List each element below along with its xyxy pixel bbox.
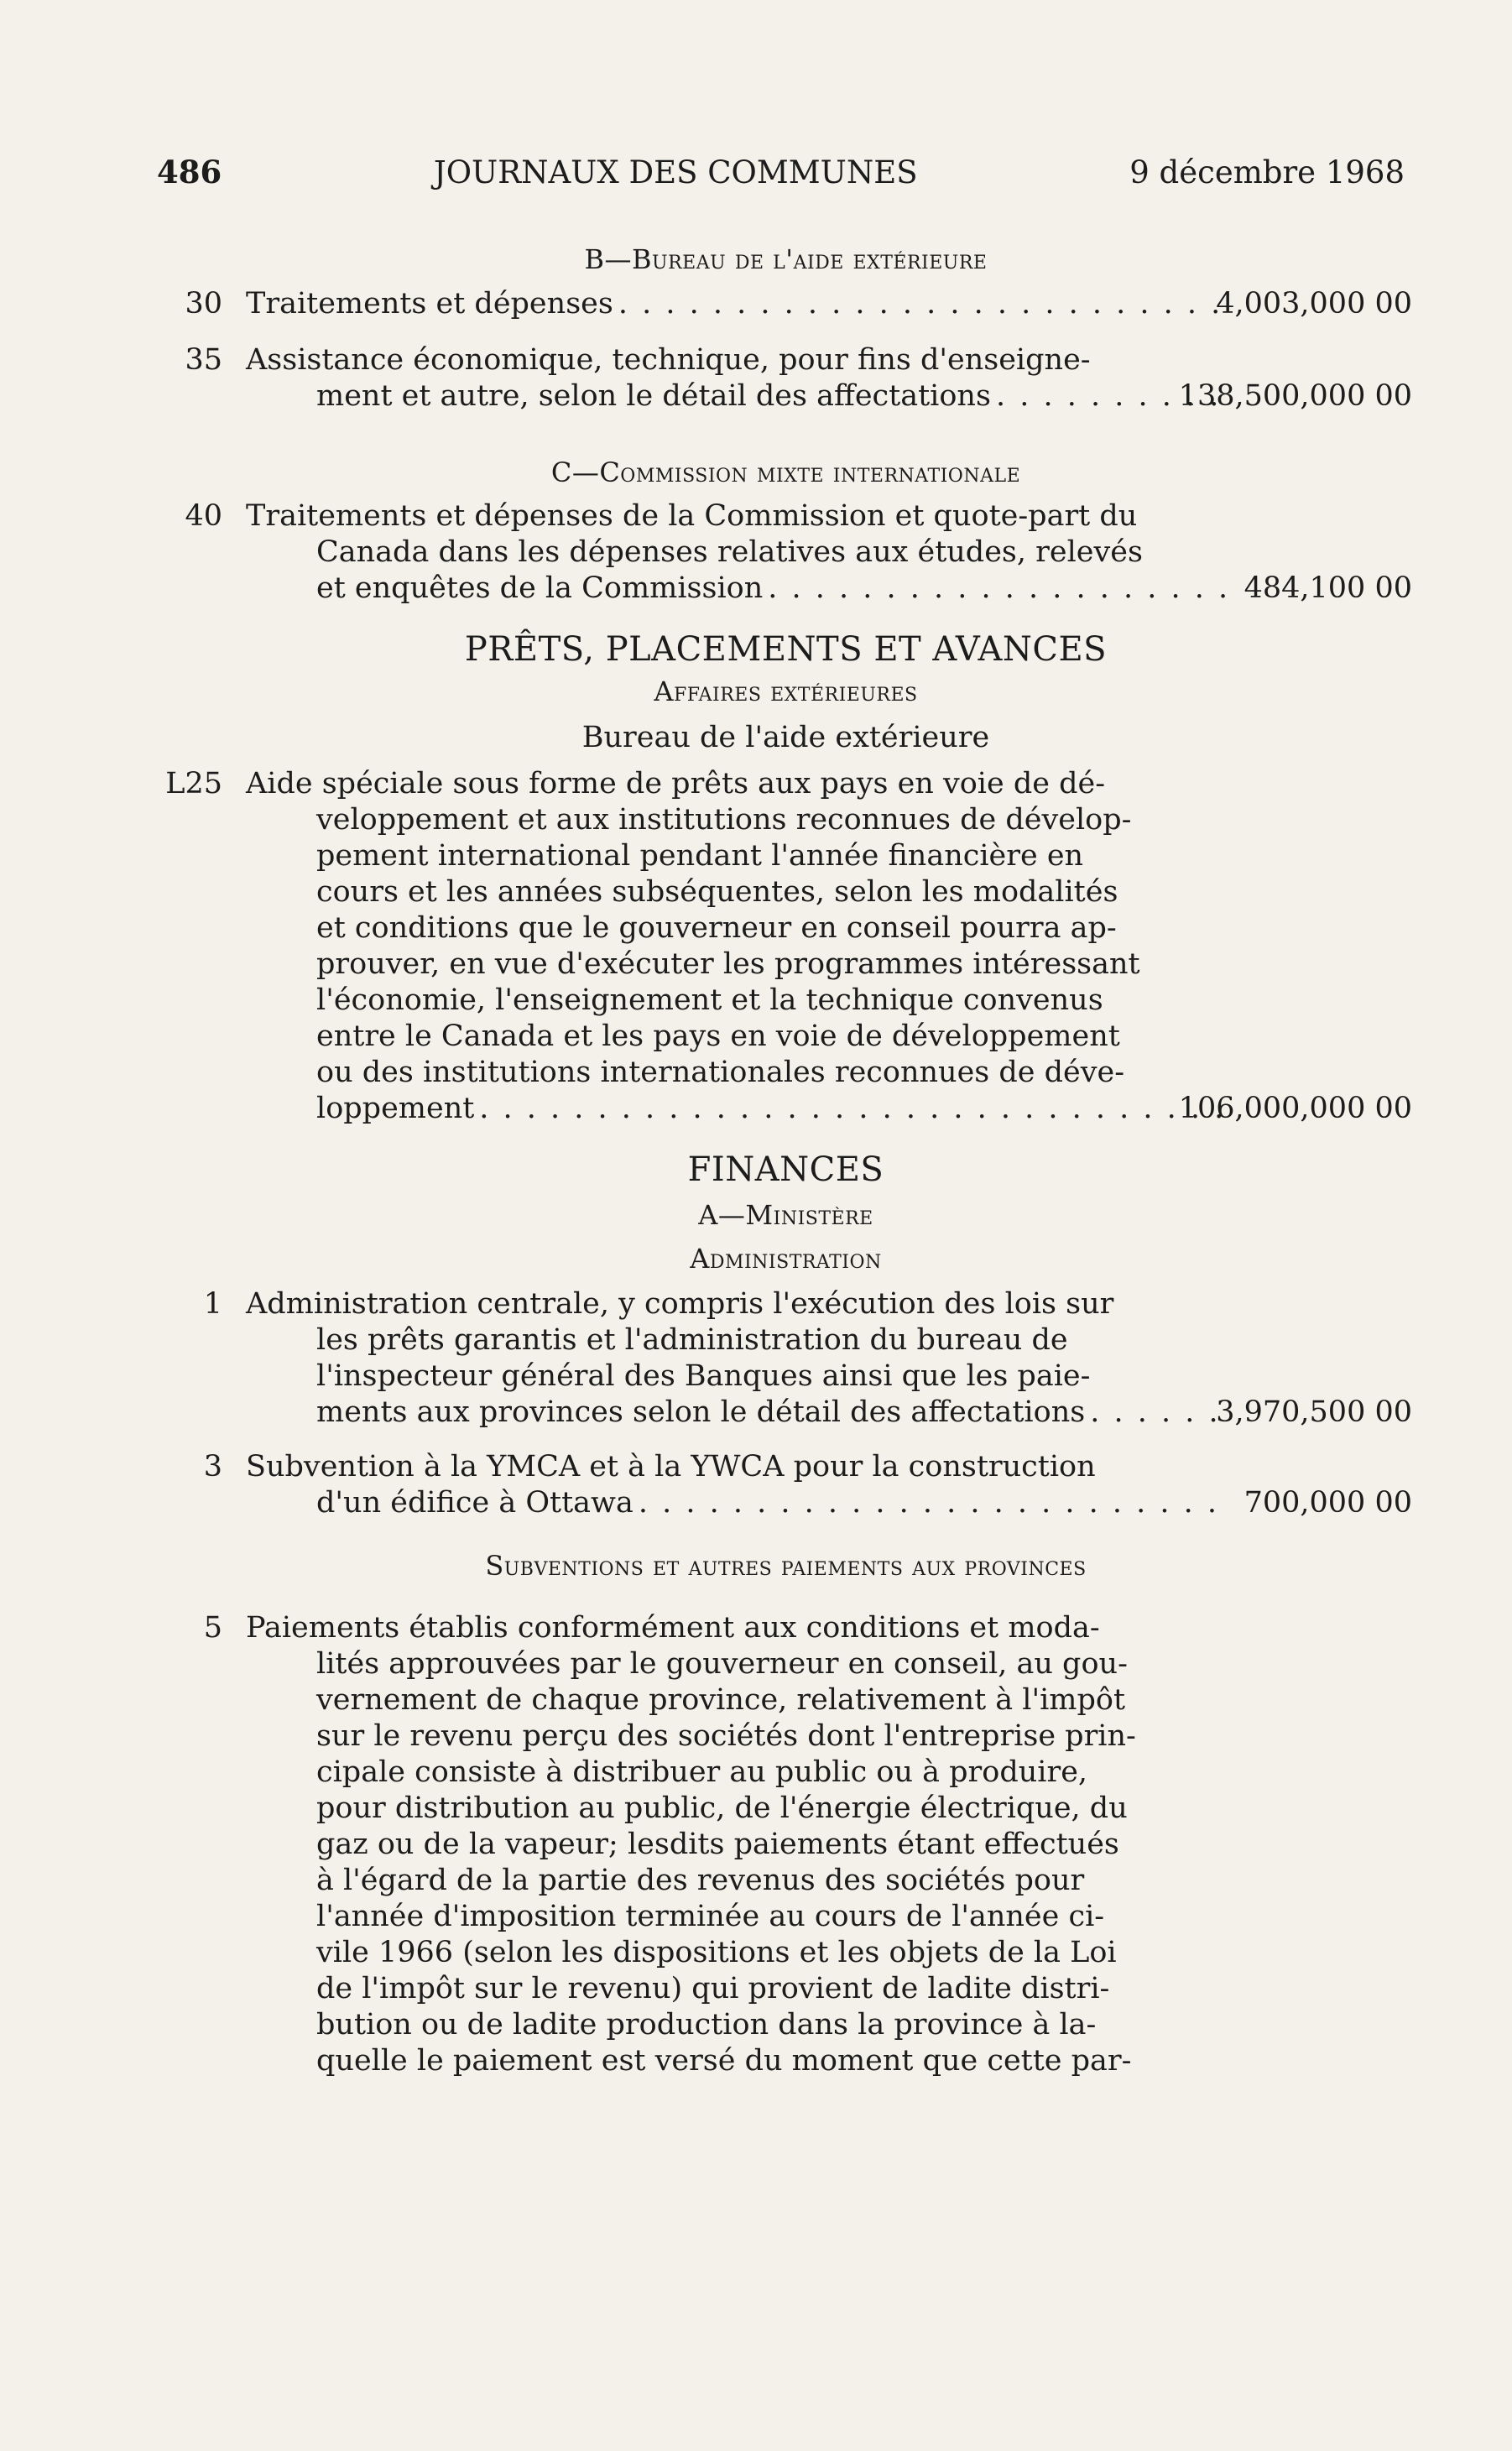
vote-text: l'économie, l'enseignement et la technique convenus	[316, 983, 1103, 1017]
vote-text: cipale consiste à distribuer au public ou à produire,	[316, 1755, 1088, 1789]
vote-text: Assistance économique, technique, pour fins d'enseigne-	[246, 343, 1091, 377]
subsection-heading-bureau-aide: Bureau de l'aide extérieure	[581, 721, 990, 754]
vote-text: à l'égard de la partie des revenus des sociétés pour	[316, 1864, 1085, 1897]
vote-text: Traitements et dépenses de la Commission et quote-part du	[246, 499, 1138, 533]
section-heading-commission-mixte: C—Commission mixte internationale	[550, 456, 1021, 488]
section-heading-ministere: A—Ministère	[698, 1199, 873, 1231]
leader-dots	[479, 1091, 1226, 1127]
vote-text: veloppement et aux institutions reconnues de dévelop-	[316, 803, 1132, 837]
vote-text: quelle le paiement est versé du moment que cette par-	[316, 2044, 1132, 2078]
vote-item-3	[159, 1449, 1412, 1521]
leader-dots	[768, 571, 1226, 607]
vote-text: et enquêtes de la Commission	[316, 571, 764, 605]
vote-text: vile 1966 (selon les dispositions et les objets de la Loi	[316, 1936, 1117, 1969]
section-heading-affaires-exterieures: Affaires extérieures	[654, 675, 918, 707]
vote-item-5	[159, 1610, 1412, 2079]
page-date: 9 décembre 1968	[1129, 154, 1405, 190]
vote-number: L25	[165, 767, 222, 800]
vote-number: 30	[185, 287, 222, 321]
vote-item-l25	[159, 766, 1412, 1127]
vote-text: pement international pendant l'année financière en	[316, 839, 1084, 873]
vote-text: ment et autre, selon le détail des affectations	[316, 379, 991, 413]
leader-dots	[618, 286, 1226, 322]
vote-number: 3	[203, 1450, 222, 1484]
vote-item-30	[159, 286, 1412, 322]
vote-text: bution ou de ladite production dans la province à la-	[316, 2008, 1097, 2042]
vote-text: sur le revenu perçu des sociétés dont l'entreprise prin-	[316, 1719, 1136, 1753]
vote-text: Canada dans les dépenses relatives aux études, relevés	[316, 535, 1143, 569]
document-body	[159, 243, 1412, 2079]
vote-text: Subvention à la YMCA et à la YWCA pour la construction	[246, 1450, 1096, 1484]
vote-text: Paiements établis conformément aux conditions et moda-	[246, 1611, 1100, 1645]
vote-text: entre le Canada et les pays en voie de développement	[316, 1020, 1120, 1053]
leader-dots	[1090, 1395, 1226, 1431]
vote-item-40	[159, 498, 1412, 607]
vote-text: de l'impôt sur le revenu) qui provient de ladite distri-	[316, 1972, 1110, 2005]
vote-item-1	[159, 1286, 1412, 1431]
vote-text: prouver, en vue d'exécuter les programmes intéressant	[316, 947, 1140, 981]
vote-text: loppement	[316, 1092, 475, 1125]
vote-text: Aide spéciale sous forme de prêts aux pays en voie de dé-	[246, 767, 1106, 800]
leader-dots	[639, 1485, 1226, 1521]
vote-number: 40	[185, 499, 222, 533]
journal-title: JOURNAUX DES COMMUNES	[433, 154, 918, 190]
vote-amount: 4,003,000 00	[1216, 287, 1412, 321]
vote-text: gaz ou de la vapeur; lesdits paiements étant effectués	[316, 1828, 1119, 1861]
vote-item-35	[159, 342, 1412, 415]
vote-text: Administration centrale, y compris l'exécution des lois sur	[246, 1287, 1114, 1321]
vote-amount: 700,000 00	[1243, 1486, 1412, 1520]
vote-text: et conditions que le gouverneur en conseil pourra ap-	[316, 911, 1117, 945]
section-heading-bureau-aide: B—Bureau de l'aide extérieure	[584, 243, 988, 275]
section-heading-finances: FINANCES	[687, 1150, 884, 1189]
vote-text: l'année d'imposition terminée au cours de l'année ci-	[316, 1900, 1105, 1933]
vote-text: lités approuvées par le gouverneur en conseil, au gou-	[316, 1647, 1128, 1681]
vote-text: les prêts garantis et l'administration du bureau de	[316, 1323, 1068, 1357]
vote-text: Traitements et dépenses	[246, 287, 613, 321]
vote-text: ments aux provinces selon le détail des affectations	[316, 1395, 1086, 1429]
section-heading-prets: PRÊTS, PLACEMENTS ET AVANCES	[464, 630, 1108, 669]
vote-number: 35	[185, 343, 222, 377]
section-heading-subventions: Subventions et autres paiements aux provinces	[485, 1550, 1087, 1582]
vote-amount: 106,000,000 00	[1178, 1092, 1412, 1125]
page-header	[157, 154, 1405, 190]
page-number: 486	[157, 154, 222, 190]
vote-amount: 138,500,000 00	[1178, 379, 1412, 413]
vote-text: vernement de chaque province, relativement à l'impôt	[316, 1683, 1126, 1717]
vote-text: d'un édifice à Ottawa	[316, 1486, 633, 1520]
vote-text: cours et les années subséquentes, selon les modalités	[316, 875, 1118, 909]
vote-amount: 484,100 00	[1243, 571, 1412, 605]
vote-text: pour distribution au public, de l'énergie électrique, du	[316, 1791, 1128, 1825]
vote-number: 1	[203, 1287, 222, 1321]
vote-amount: 3,970,500 00	[1216, 1395, 1412, 1429]
section-heading-administration: Administration	[690, 1243, 882, 1275]
vote-text: l'inspecteur général des Banques ainsi que les paie-	[316, 1359, 1091, 1393]
vote-number: 5	[203, 1611, 222, 1645]
vote-text: ou des institutions internationales reconnues de déve-	[316, 1056, 1125, 1089]
